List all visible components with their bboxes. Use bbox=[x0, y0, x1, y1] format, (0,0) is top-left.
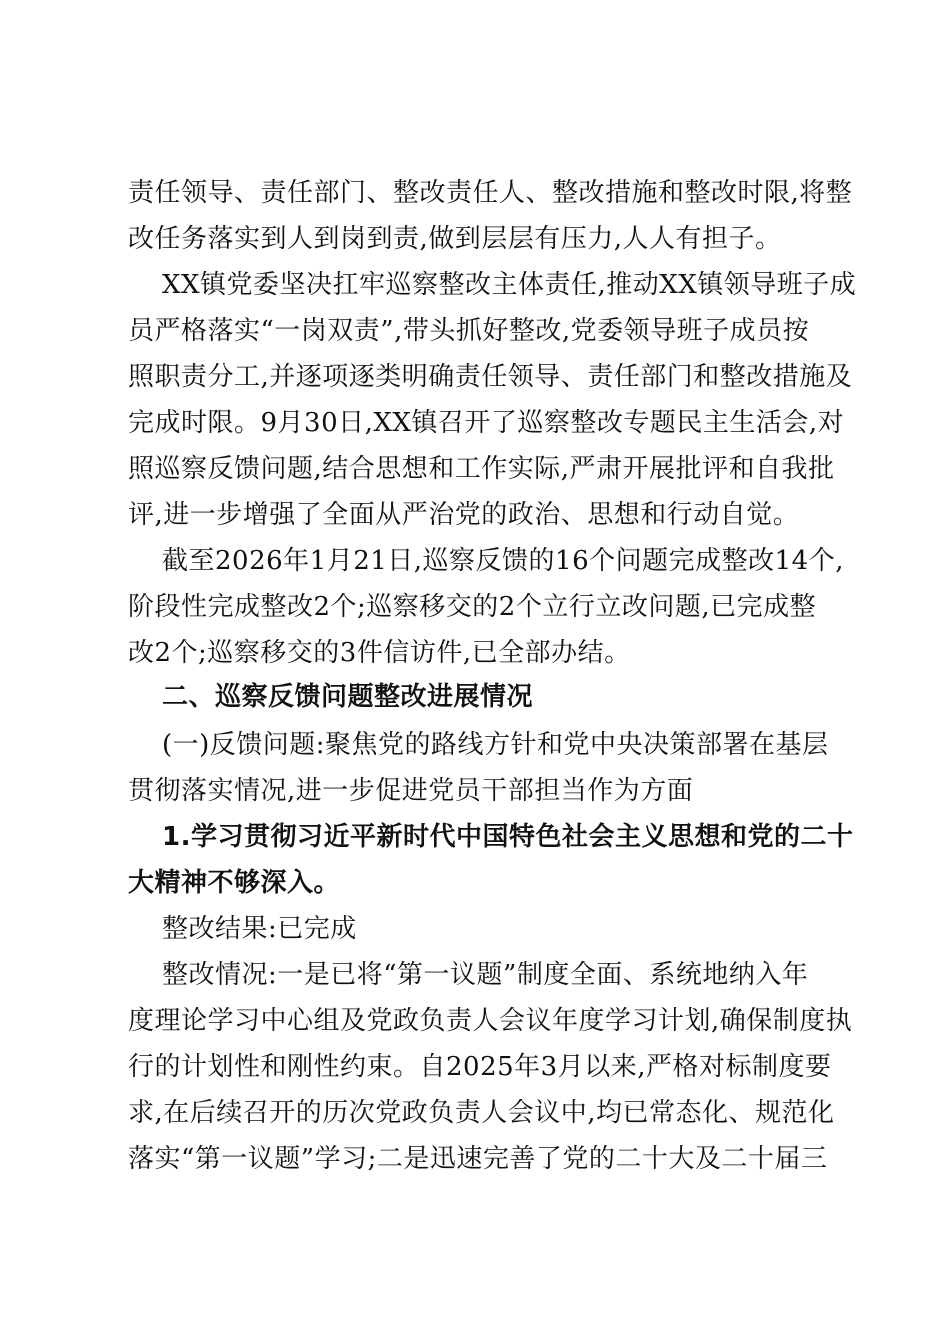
text-line: 员严格落实“一岗双责”,带头抓好整改,党委领导班子成员按 bbox=[128, 316, 810, 346]
subsection-heading-line: (一)反馈问题:聚焦党的路线方针和党中央决策部署在基层 bbox=[162, 730, 829, 760]
subsection-heading-line: 贯彻落实情况,进一步促进党员干部担当作为方面 bbox=[128, 776, 694, 806]
text-line: 阶段性完成整改2个;巡察移交的2个立行立改问题,已完成整 bbox=[128, 592, 817, 622]
text-line: 改任务落实到人到岗到责,做到层层有压力,人人有担子。 bbox=[128, 224, 782, 254]
item-heading-line: 大精神不够深入。 bbox=[128, 868, 341, 898]
rectification-result: 整改结果:已完成 bbox=[162, 914, 357, 944]
paragraph-start-line: 截至2026年1月21日,巡察反馈的16个问题完成整改14个, bbox=[162, 546, 844, 576]
text-line: 照职责分工,并逐项逐类明确责任领导、责任部门和整改措施及 bbox=[128, 362, 853, 392]
paragraph-start-line: 整改情况:一是已将“第一议题”制度全面、系统地纳入年 bbox=[162, 960, 809, 990]
text-line: 责任领导、责任部门、整改责任人、整改措施和整改时限,将整 bbox=[128, 178, 853, 208]
item-heading-line: 1.学习贯彻习近平新时代中国特色社会主义思想和党的二十 bbox=[162, 822, 854, 852]
text-line: 完成时限。9月30日,XX镇召开了巡察整改专题民主生活会,对 bbox=[128, 408, 845, 438]
text-line: 改2个;巡察移交的3件信访件,已全部办结。 bbox=[128, 638, 631, 668]
section-heading: 二、巡察反馈问题整改进展情况 bbox=[162, 682, 534, 712]
text-line: 评,进一步增强了全面从严治党的政治、思想和行动自觉。 bbox=[128, 500, 800, 530]
text-line: 度理论学习中心组及党政负责人会议年度学习计划,确保制度执 bbox=[128, 1006, 853, 1036]
paragraph-start-line: XX镇党委坚决扛牢巡察整改主体责任,推动XX镇领导班子成 bbox=[162, 270, 857, 300]
text-line: 行的计划性和刚性约束。自2025年3月以来,严格对标制度要 bbox=[128, 1052, 832, 1082]
text-line: 落实“第一议题”学习;二是迅速完善了党的二十大及二十届三 bbox=[128, 1144, 828, 1174]
text-line: 照巡察反馈问题,结合思想和工作实际,严肃开展批评和自我批 bbox=[128, 454, 835, 484]
text-line: 求,在后续召开的历次党政负责人会议中,均已常态化、规范化 bbox=[128, 1098, 835, 1128]
